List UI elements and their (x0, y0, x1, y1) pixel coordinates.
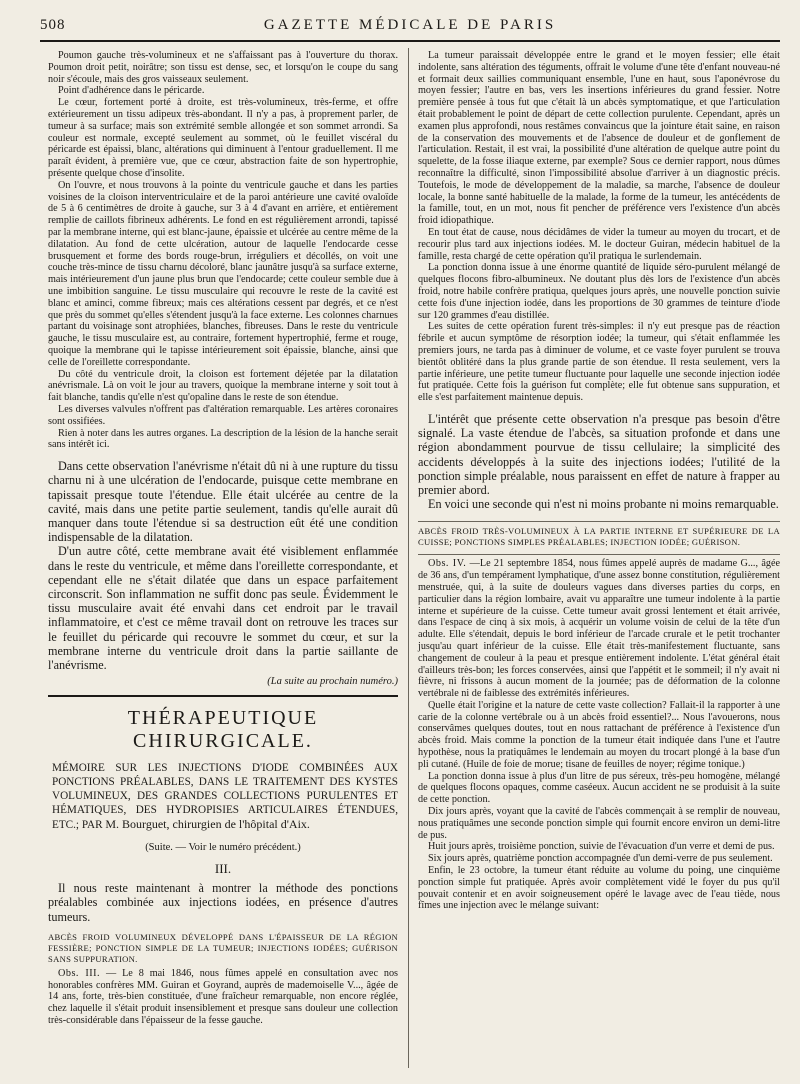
paragraph: Dans cette observation l'anévrisme n'était dû ni à une rupture du tissu charnu ni à une ulcération de l'endocarde, puisque cette membrane en tapissait presque toute l'étendue. Elle était ulcérée au centre de la cavité, mais dans une petite partie seulement, tandis qu'elle aurait dû manquer dans toute l'étendue si sa destruction eût été une condition indispensable de la dilatation. (48, 459, 398, 545)
continued-note: (La suite au prochain numéro.) (267, 676, 398, 688)
page-number: 508 (40, 17, 66, 33)
paragraph: Les diverses valvules n'offrent pas d'altération remarquable. Les artères coronaires sont ossifiées. (48, 403, 398, 427)
column-divider (408, 48, 409, 1068)
paragraph: Du côté du ventricule droit, la cloison est fortement déjetée par la dilatation anévrismale. Là on voit le jour au travers, quoique la membrane interne y soit tout à fait blanche, tandis qu'elle n'est qu'opaline dans le reste de son étendue. (48, 368, 398, 404)
paragraph: La ponction donna issue à une énorme quantité de liquide séro-purulent mélangé de quelques flocons fibro-albumineux. Ne doutant plus dès lors de l'existence d'un abcès froid, notre habile confrère pratiqua, quelques jours après, une nouvelle ponction suivie cette fois d'une injection iodée, dans les proportions de 30 grammes de teinture d'iode sur 120 grammes d'eau distillée. (418, 262, 780, 321)
paragraph: Poumon gauche très-volumineux et ne s'affaissant pas à l'ouverture du thorax. Poumon droit petit, noirâtre; son tissu est dense, sec, et lorsqu'on le coupe du sang noir s'écoule, mais des gros vaisseaux seulement. (48, 50, 398, 85)
running-title: GAZETTE MÉDICALE DE PARIS (263, 17, 557, 33)
paragraph: On l'ouvre, et nous trouvons à la pointe du ventricule gauche et dans les parties voisines de la cloison interventriculaire et de la paroi antérieure une cavité ovaloïde de 5 à 6 centimètres de droite à gauche, sur 3 à 4 d'avant en arrière, et entièrement remplie de caillots fibrineux adhérents. Le fond en est régulièrement arrondi, tapissé par la membrane interne, qui est blanc-jaune, épaissie et ulcérée au centre même de la dilatation. Au fond de cette ulcération, autour de laquelle l'endocarde cesse brusquement et forme des bords rouge-brun, irréguliers et décollés, on voit une couche très-mince de tissu charnu décoloré, blanc jaunâtre jusqu'à sa surface externe, mais intérieurement d'un jaune plus brun que l'endocarde; cette couleur semble due à une imbibition sanguine. Le tissu musculaire qui recouvre le reste de la cavité est blanc et aminci, comme fibreux; mais ces altérations cessent par degrés, et ce n'est que près du sommet qu'elles s'étendent jusqu'à la face externe. Les colonnes charnues partant du voisinage sont atrophiées, blanches, fibreuses. Dans le reste du ventricule gauche, le tissu musculaire est, au contraire, fortement hypertrophié, ferme et rouge, quoique la membrane qui le tapisse intérieurement soit épaissie, blanche, ainsi que celle de l'oreillette correspondante. (48, 179, 398, 368)
paragraph: Point d'adhérence dans le péricarde. (58, 85, 205, 97)
commentary (418, 412, 780, 511)
paragraph: Le cœur, fortement porté à droite, est très-volumineux, très-ferme, et offre extérieurement un tissu adipeux très-abondant. Il n'y a pas, à proprement parler, de tumeur à sa surface; mais son extrémité semble allongée et son sommet arrondi. Sa couleur est normale, excepté seulement au sommet, où le feuillet viscéral du péricarde est épaissi, blanc, altérations qui diminuent à l'entour graduellement. Il me paraît évident, à première vue, que ce cœur, abstraction faite de son hypertrophie, présente quelque chose d'insolite. (48, 97, 398, 179)
right-column (418, 50, 780, 912)
commentary (48, 459, 398, 672)
paragraph: D'un autre côté, cette membrane avait été visiblement enflammée dans le reste du ventricule, et même dans l'oreillette correspondante, et cependant elle ne s'était dilatée que dans un espace parfaitement circonscrit. Son inflammation ne suffit donc pas seule. Évidemment le tissu musculaire avait été envahi dans cet endroit par le travail inflammatoire, et c'est ce même travail dont on retrouve les traces sur le feuillet du péricarde qui recouvre le sommet du cœur, et sur la membrane interne du ventricule droit dans la partie saillante de l'anévrisme. (48, 544, 398, 672)
observation-label: Obs. IV. (428, 558, 467, 570)
paragraph: Enfin, le 23 octobre, la tumeur étant réduite au volume du poing, une cinquième ponction simple fut pratiquée. Après avoir complètement vidé le foyer du pus qu'il pouvait contenir et en avoir soigneusement opéré le lavage avec de l'eau tiède, nous fîmes une injection avec le mélange suivant: (418, 865, 780, 912)
observation-heading: ABCÈS FROID VOLUMINEUX DÉVELOPPÉ DANS L'ÉPAISSEUR DE LA RÉGION FESSIÈRE; PONCTION SIMPLE DE LA TUMEUR; INJECTIONS IODÉES; GUÉRISON SANS SUPPURATION. (48, 931, 398, 964)
observation-heading: ABCÈS FROID TRÈS-VOLUMINEUX À LA PARTIE INTERNE ET SUPÉRIEURE DE LA CUISSE; PONCTIONS SIMPLES PRÉALABLES; INJECTION IODÉE; GUÉRISON. (418, 521, 780, 548)
paragraph: L'intérêt que présente cette observation n'a presque pas besoin d'être signalé. La vaste étendue de l'abcès, sa situation profonde et dans une région abondamment pourvue de tissu cellulaire; la simplicité des accidents développés à la suite des injections iodées; l'utilité de la ponction simple préalable, nous paraissent en effet de nature à frapper au premier abord. (418, 411, 780, 497)
paragraph: Quelle était l'origine et la nature de cette vaste collection? Fallait-il la rapporter à une carie de la colonne vertébrale ou à un abcès froid essentiel?... Nous l'avouerons, nous conservâmes quelques doutes, tout en nous rattachant de préférence à l'existence d'un abcès froid. Mais comme la ponction de la tumeur était indiquée dans l'une et l'autre hypothèse, nous la pratiquâmes le lendemain au moyen du trocart plongé à la base d'un pli cutané. (Huile de foie de morue; tisane de feuilles de noyer; régime tonique.) (418, 699, 780, 770)
paragraph: Rien à noter dans les autres organes. La description de la lésion de la hanche serait sans intérêt ici. (48, 427, 398, 451)
memoire-author: M. Bourguet, chirurgien de l'hôpital d'Aix. (105, 817, 310, 832)
paragraph: Les suites de cette opération furent très-simples: il n'y eut presque pas de réaction fébrile et aucun symptôme de résorption iodée; la tumeur, qui s'était enflammée les premiers jours, ne tarda pas à diminuer de volume, et ce vaste foyer purulent se trouva bientôt oblitéré dans la plus grande partie de son étendue. Il resta seulement, vers la partie inférieure, une petite tumeur fluctuante pour laquelle une seconde injection iodée fut pratiquée. Cette fois la guérison fut complète; elle fut obtenue sans suppuration, et elle s'est parfaitement maintenue depuis. (418, 321, 780, 404)
section-title: THÉRAPEUTIQUE CHIRURGICALE. (127, 707, 319, 753)
page-header (40, 17, 780, 39)
observation-paragraph (48, 968, 398, 1027)
memoire-title (48, 761, 398, 832)
memoire-title-text: MÉMOIRE SUR LES INJECTIONS D'IODE COMBINÉES AUX PONCTIONS PRÉALABLES, DANS LE TRAITEMENT DES KYSTES VOLUMINEUX, DES GRANDES COLLECTIONS PURULENTES ET HÉMATIQUES, DES HYDROPISIES ARTICULAIRES ÉTENDUES, ETC.; PAR (52, 762, 398, 832)
observation-label: Obs. III. (58, 967, 101, 979)
paragraph: Six jours après, quatrième ponction accompagnée d'un demi-verre de pus seulement. (428, 853, 773, 865)
section-rule (48, 695, 398, 697)
heading-rule (418, 554, 780, 555)
observation-3-continued (418, 50, 780, 404)
observation-text: —Le 21 septembre 1854, nous fûmes appelé auprès de madame G..., âgée de 36 ans, d'un tempérament lymphatique, d'une assez bonne constitution, régulièrement menstruée, qui, à la suite de douleurs vagues dans diverses parties du corps, en particulier dans la région lombaire, avait vu apparaître une tumeur indolente à la partie interne et supérieure de la cuisse. Cette tumeur avait grossi lentement et était arrivée, dans l'espace de cinq à six mois, à acquérir un volume voisin de celui de la tête d'un adulte. Elle s'étendait, depuis le bord inférieur de l'arcade crurale et le petit trochanter jusqu'au quart inférieur de la cuisse. Elle était très-manifestement fluctuante, sans changement de couleur à la peau et presque entièrement indolente. L'état général était d'ailleurs très-bon; les forces conservées, ainsi que l'appétit et le sommeil; il n'y avait ni fièvre, ni frissons à aucun moment de la journée; pas de déformation de la colonne vertébrale ni de faiblesse des extrémités inférieures. (418, 558, 781, 700)
paragraph: Huit jours après, troisième ponction, suivie de l'évacuation d'un verre et demi de pus. (428, 841, 775, 853)
suite-note: (Suite. — Voir le numéro précédent.) (145, 842, 301, 854)
observation-paragraph (418, 558, 780, 700)
intro-paragraph: Il nous reste maintenant à montrer la méthode des ponctions préalables combinée aux injections iodées, en présence d'autres tumeurs. (48, 881, 398, 924)
autopsy-report (48, 50, 398, 451)
paragraph: Dix jours après, voyant que la cavité de l'abcès commençait à se remplir de nouveau, nous pratiquâmes une seconde ponction simple qui fournit encore environ un demi-litre de pus. (418, 806, 780, 841)
header-rule (40, 40, 780, 42)
paragraph: En voici une seconde qui n'est ni moins probante ni moins remarquable. (428, 497, 779, 512)
left-column (48, 50, 398, 1027)
observation-4-body (418, 700, 780, 912)
observation-text: — Le 8 mai 1846, nous fûmes appelé en consultation avec nos honorables confrères MM. Guiran et Goyrand, auprès de mademoiselle V..., âgée de 14 ans, forte, très-bien constituée, d'une fraîcheur remarquable, non encore réglée, chez laquelle il s'était produit insensiblement et presque sans douleur une collection très-considérable dans l'épaisseur de la fesse gauche. (48, 967, 399, 1026)
paragraph: La ponction donna issue à plus d'un litre de pus séreux, très-peu homogène, mélangé de quelques flocons opaques, comme caséeux. Aucun accident ne se produisit à la suite de cette ponction. (418, 770, 780, 806)
paragraph: En tout état de cause, nous décidâmes de vider la tumeur au moyen du trocart, et de recourir plus tard aux injections iodées. M. le docteur Guiran, médecin habituel de la famille, resta chargé de cette opération qu'il pratiqua le surlendemain. (418, 226, 780, 262)
paragraph: La tumeur paraissait développée entre le grand et le moyen fessier; elle était indolente, sans altération des téguments, offrait le volume d'une tête d'enfant nouveau-né et formait deux saillies communiquant ensemble, l'une en haut, sous l'aponévrose du moyen fessier; l'autre en bas, vers les insertions inférieures du grand fessier. Notre première pensée à tous fut que c'était là un abcès symptomatique, et que l'articulation était probablement le point de départ de cette collection purulente. Cependant, après un examen plus approfondi, nous restâmes convaincus que la jointure était saine, en raison de la conservation des mouvements et de l'absence de douleur et de gonflement de l'articulation. Restait, il est vrai, la possibilité d'une altération de quelque autre point du squelette, de la fosse iliaque externe, par exemple? Sous ce dernier rapport, nous dûmes reconnaître la difficulté, sinon l'impossibilité absolue d'arriver à un diagnostic précis. Toutefois, le mode de développement de la maladie, sa marche, l'absence de douleur locale, la bonne santé habituelle de la malade, la forme de la tumeur, les antécédents de la famille, tout, en un mot, nous fit pencher de préférence vers l'existence d'un abcès froid idiopathique. (418, 50, 780, 227)
section-number: III. (214, 861, 232, 877)
